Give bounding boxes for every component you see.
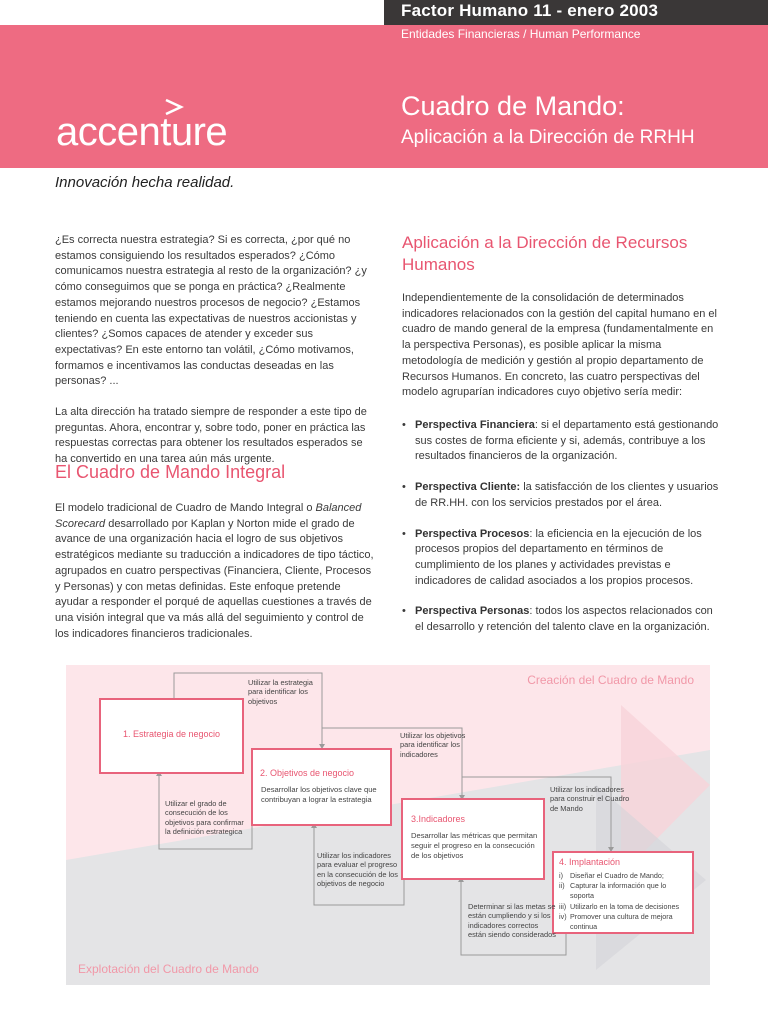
logo-wordmark: accenture [56,110,228,154]
management-paragraph: La alta dirección ha tratado siempre de responder a este tipo de preguntas. Ahora, encontrar y, sobre todo, poner en práctica las respuestas correctas para obtener los resultados esperados se ha convertido en una tarea aún más urgente. [55,406,367,466]
box-business-strategy [99,698,244,774]
bullet-label: Perspectiva Personas [415,605,530,618]
box-business-objectives [251,748,392,826]
list-item [402,480,722,511]
box-title: 4. Implantación [559,857,621,867]
bullet-text: : la eficiencia en la ejecución de los procesos propios del departamento en términos de cumplimiento de los planes y actividades previstas e indicadores de calidad asociados a los propios procesos. [415,527,702,587]
implementation-steps [559,871,691,932]
note-strategy-to-objectives: Utilizar la estrategia para identificar los objetivos [248,678,313,706]
bullet-text: : si el departamento está gestionando sus costes de forma eficiente y si, además, contribuye a los resultados financieros de la organización. [415,419,719,463]
note-indicators-to-scorecard: Utilizar los indicadores para construir el Cuadro de Mando [550,785,630,813]
bullet-text: la satisfacción de los clientes y usuarios de RR.HH. con los servicios prestados por el área. [415,481,719,509]
bullet-icon: • [402,419,406,431]
tagline: Innovación hecha realidad. [55,174,235,191]
perspectives-list [402,418,722,636]
bullet-label: Perspectiva Cliente: [415,481,521,494]
left-column-cmi [55,501,375,642]
section-heading-cmi: El Cuadro de Mando Integral [55,462,286,482]
note-confirm-strategy: Utilizar el grado de consecución de los objetivos para confirmar la definición estrategica [165,799,244,837]
bullet-icon: • [402,527,406,540]
list-item: iii) Utilizarlo en la toma de decisiones [559,901,680,911]
note-evaluate-progress: Utilizar los indicadores para evaluar el progreso en la consecución de los objetivos de negocio [317,851,398,889]
box-indicators [401,798,545,880]
page-subtitle: Aplicación a la Dirección de RRHH [401,127,695,148]
box-implementation [552,851,694,934]
list-item [402,527,722,590]
list-item: i) Diseñar el Cuadro de Mando; [559,871,664,880]
cmi-paragraph [55,501,375,642]
list-item [402,604,722,635]
list-item [402,418,722,465]
scorecard-process-diagram [66,665,710,985]
intro-paragraph: ¿Es correcta nuestra estrategia? Si es correcta, ¿por qué no estamos consiguiendo los resultados esperados? ¿Cómo comunicamos nuestra estrategia al resto de la organización? ¿y cómo conseguimos que se ponga en práctica? ¿Realmente estamos mejorando nuestros procesos de negocio? ¿Estamos teniendo en cuenta las expectativas de nuestros accionistas y clientes? ¿Somos capaces de atender y exceder sus expectativas? En este entorno tan volátil, ¿Cómo motivamos, formamos e incentivamos las conductas deseadas en las personas? ... [55,234,367,388]
bullet-label: Perspectiva Financiera [415,419,535,431]
box-description: Desarrollar las métricas que permitan seguir el progreso en la consecución de los objetivos [411,831,538,860]
creation-label: Creación del Cuadro de Mando [527,673,694,687]
issue-label: Factor Humano 11 - enero 2003 [401,1,659,20]
exploitation-label: Explotación del Cuadro de Mando [78,962,259,976]
bullet-icon: • [402,605,406,618]
bullet-label: Perspectiva Procesos [415,527,530,540]
cmi-text-em: Balanced Scorecard [55,502,362,530]
list-item: ii) Capturar la información que lo soporta [559,881,667,901]
box-title: 3.Indicadores [411,814,466,824]
left-column-intro [55,233,370,468]
list-item: iv) Promover una cultura de mejora continua [559,911,673,932]
cmi-text-a: El modelo tradicional de Cuadro de Mando Integral o [55,502,316,514]
note-check-targets: Determinar si las metas se están cumpliendo y si los indicadores correctos están siendo considerados [468,902,556,940]
page-title: Cuadro de Mando: [401,91,625,121]
header-subline: Entidades Financieras / Human Performance [401,27,641,41]
box-title: 2. Objetivos de negocio [260,768,355,778]
bullet-icon: • [402,481,406,494]
section-heading-rrhh: Aplicación a la Dirección de Recursos Humanos [402,233,688,274]
cmi-text-b: desarrollado por Kaplan y Norton mide el grado de avance de una organización hacia el logro de sus objetivos estratégicos mediante su traducción a indicadores de tipo táctico, agrupados en cuatro perspectivas (Financiera, Cliente, Procesos y Personas) y con metas definidas. Este enfoque pretende ayudar a responder el porqué de aquellas cuestiones a través de una visión integral que va más allá del seguimiento y control de los indicadores financieros tradicionales. [55,517,374,640]
box-description: Desarrollar los objetivos clave que contribuyan a lograr la estrategia [261,785,377,804]
bullet-text: : todos los aspectos relacionados con el desarrollo y retención del talento clave en la organización. [415,605,713,634]
note-objectives-to-indicators: Utilizar los objetivos para identificar los indicadores [400,731,466,759]
right-column-intro [402,291,722,401]
box-title: 1. Estrategia de negocio [123,729,221,739]
rrhh-paragraph: Independientemente de la consolidación de determinados indicadores relacionados con la gestión del capital humano en el cuadro de mando general de la empresa (fundamentalmente en la perspectiva Personas), es posible aplicar la misma metodología de medición y gestión al propio departamento de Recursos Humanos. En concreto, las cuatro perspectivas del modelo agruparían indicadores cuyo objetivo sería medir: [402,292,717,399]
